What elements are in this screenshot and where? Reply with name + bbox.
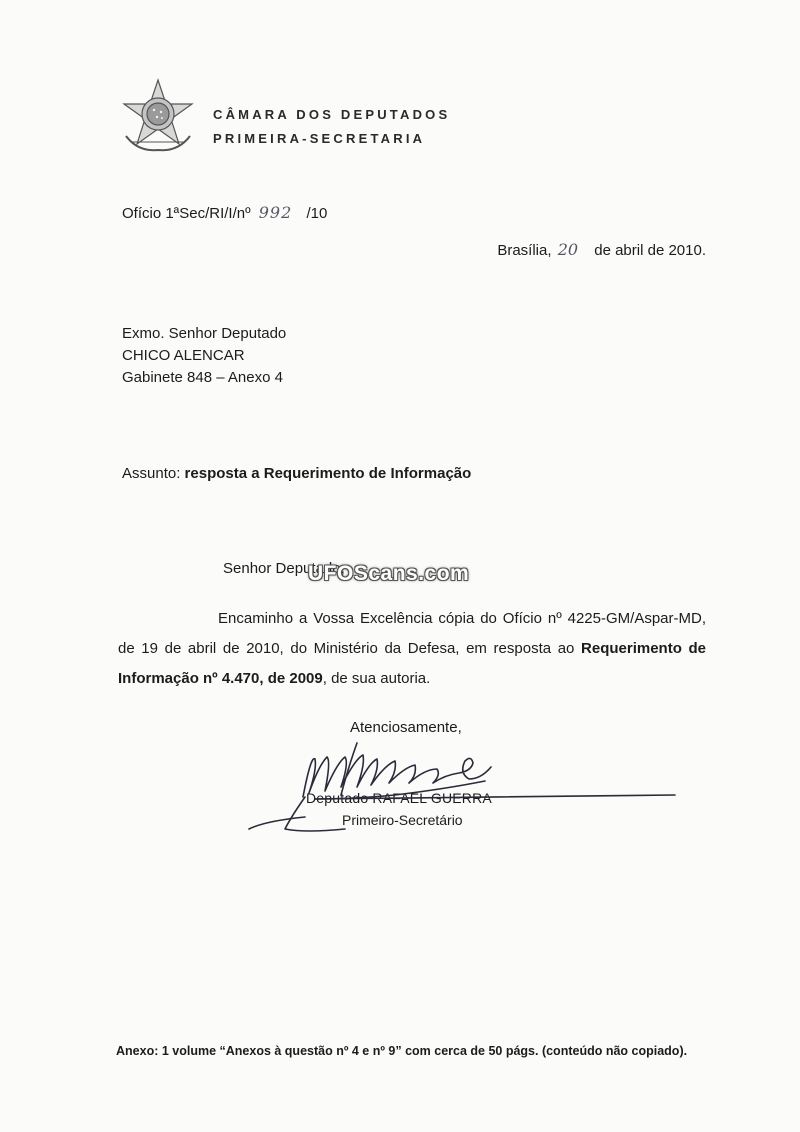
signer-name: Deputado RAFAEL GUERRA <box>306 790 492 806</box>
body-part-1: Encaminho a Vossa Excelência cópia do Ofício nº 4225-GM/Aspar-MD, de 19 de abril de 2010, do Ministério da Defesa, em resposta ao <box>118 610 706 657</box>
department-name: PRIMEIRA-SECRETARIA <box>213 131 426 146</box>
body-part-2: , de sua autoria. <box>322 670 431 687</box>
date-day-handwritten: 20 <box>557 240 579 259</box>
subject-label: Assunto: <box>122 465 181 482</box>
brazil-coat-of-arms-icon <box>118 76 198 156</box>
organization-name: CÂMARA DOS DEPUTADOS <box>213 107 451 122</box>
watermark: UFOScans.com <box>308 562 470 585</box>
addressee-office: Gabinete 848 – Anexo 4 <box>122 369 283 386</box>
closing: Atenciosamente, <box>350 719 462 736</box>
annex-note: Anexo: 1 volume “Anexos à questão nº 4 e nº 9” com cerca de 50 págs. (conteúdo não copiado). <box>116 1044 688 1058</box>
addressee-block <box>122 323 286 389</box>
body-bold-reference: Requerimento de Informação nº 4.470, de 2009 <box>118 640 706 687</box>
reference-prefix: Ofício 1ªSec/RI/I/nº <box>122 205 251 222</box>
subject-text: resposta a Requerimento de Informação <box>184 465 472 482</box>
office-reference <box>122 203 327 222</box>
date-city: Brasília, <box>497 242 552 259</box>
reference-number-handwritten: 992 <box>258 203 293 222</box>
addressee-salutation: Exmo. Senhor Deputado <box>122 325 287 342</box>
letter-date <box>497 240 706 259</box>
letterhead <box>213 103 450 151</box>
greeting: Senhor Deputado, <box>223 560 345 577</box>
reference-suffix: /10 <box>306 205 328 222</box>
signer-role: Primeiro-Secretário <box>342 812 463 828</box>
letter-body <box>118 604 706 694</box>
subject-line <box>122 465 471 482</box>
handwritten-signature <box>245 735 685 845</box>
addressee-name: CHICO ALENCAR <box>122 347 245 364</box>
date-rest: de abril de 2010. <box>594 242 706 259</box>
